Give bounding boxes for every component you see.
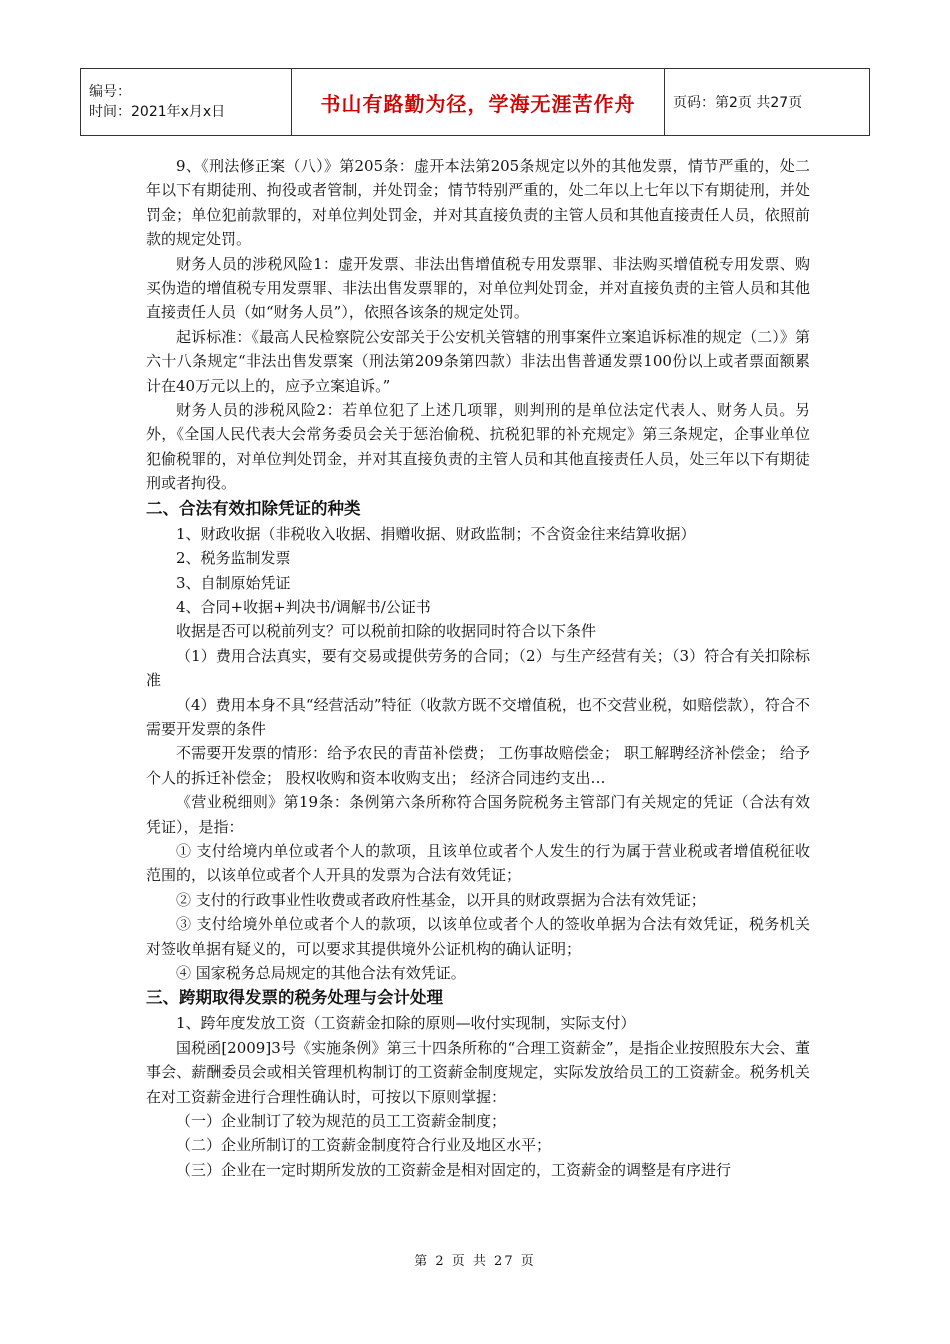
header-motto: 书山有路勤为径，学海无涯苦作舟: [292, 69, 665, 136]
document-header: [80, 68, 870, 136]
list-item: 1、财政收据（非税收入收据、捐赠收据、财政监制；不含资金往来结算收据）: [176, 524, 696, 543]
header-left-cell: [81, 69, 292, 136]
paragraph: 收据是否可以税前列支？可以税前扣除的收据同时符合以下条件: [176, 622, 597, 641]
paragraph: ② 支付的行政事业性收费或者政府性基金，以开具的财政票据为合法有效凭证；: [176, 890, 706, 909]
paragraph: 不需要开发票的情形：给予农民的青苗补偿费； 工伤事故赔偿金； 职工解聘经济补偿金； 给予个人的拆迁补偿金； 股权收购和资本收购支出； 经济合同违约支出…: [146, 744, 810, 787]
list-item: 3、自制原始凭证: [176, 573, 291, 592]
list-item: 4、合同+收据+判决书/调解书/公证书: [176, 597, 431, 616]
list-item: 2、税务监制发票: [176, 549, 291, 568]
paragraph: 财务人员的涉税风险1：虚开发票、非法出售增值税专用发票罪、非法购买增值税专用发票、购买伪造的增值税专用发票罪、非法出售发票罪的，对单位判处罚金，并对直接负责的主管人员和其他直接责任人员（如“财务人员”），依照各该条的规定处罚。: [146, 254, 810, 322]
section-heading: 三、跨期取得发票的税务处理与会计处理: [146, 988, 443, 1008]
paragraph: 9、《刑法修正案（八）》第205条：虚开本法第205条规定以外的其他发票，情节严重的，处二年以下有期徒刑、拘役或者管制，并处罚金；情节特别严重的，处二年以上七年以下有期徒刑，并处罚金；单位犯前款罪的，对单位判处罚金，并对其直接负责的主管人员和其他直接责任人员，依照前款的规定处罚。: [146, 157, 810, 249]
paragraph: 财务人员的涉税风险2：若单位犯了上述几项罪，则判刑的是单位法定代表人、财务人员。另外，《全国人民代表大会常务委员会关于惩治偷税、抗税犯罪的补充规定》第三条规定，企事业单位犯偷税罪的，对单位判处罚金，并对其直接负责的主管人员和其他直接责任人员，处三年以下有期徒刑或者拘役。: [146, 401, 810, 493]
paragraph: （三）企业在一定时期所发放的工资薪金是相对固定的，工资薪金的调整是有序进行: [176, 1160, 732, 1179]
document-time-label: 时间：2021年x月x日: [89, 104, 226, 120]
paragraph: （1）费用合法真实，要有交易或提供劳务的合同；（2）与生产经营有关；（3）符合有关扣除标准: [146, 646, 810, 690]
header-page-info: 页码：第2页 共27页: [665, 69, 870, 136]
document-number-label: 编号：: [89, 84, 131, 100]
paragraph: （一）企业制订了较为规范的员工工资薪金制度；: [176, 1112, 507, 1131]
paragraph: 1、跨年度发放工资（工资薪金扣除的原则—收付实现制，实际支付）: [176, 1014, 636, 1033]
paragraph: ① 支付给境内单位或者个人的款项，且该单位或者个人发生的行为属于营业税或者增值税征收范围的，以该单位或者个人开具的发票为合法有效凭证；: [146, 841, 810, 885]
document-body: [146, 154, 810, 1182]
paragraph: 起诉标准：《最高人民检察院公安部关于公安机关管辖的刑事案件立案追诉标准的规定（二）》第六十八条规定“非法出售发票案（刑法第209条第四款）非法出售普通发票100份以上或者票面额累计在40万元以上的，应予立案追诉。”: [146, 327, 810, 395]
paragraph: 《营业税细则》第19条：条例第六条所称符合国务院税务主管部门有关规定的凭证（合法有效凭证），是指：: [146, 793, 810, 836]
page-footer: 第 2 页 共 27 页: [414, 1254, 536, 1269]
paragraph: ④ 国家税务总局规定的其他合法有效凭证。: [176, 964, 466, 982]
paragraph: （二）企业所制订的工资薪金制度符合行业及地区水平；: [176, 1136, 552, 1155]
paragraph: ③ 支付给境外单位或者个人的款项，以该单位或者个人的签收单据为合法有效凭证，税务机关对签收单据有疑义的，可以要求其提供境外公证机构的确认证明；: [146, 915, 810, 958]
paragraph: （4）费用本身不具“经营活动”特征（收款方既不交增值税，也不交营业税，如赔偿款），符合不需要开发票的条件: [146, 695, 810, 738]
section-heading: 二、合法有效扣除凭证的种类: [146, 498, 361, 518]
paragraph: 国税函[2009]3号《实施条例》第三十四条所称的“合理工资薪金”，是指企业按照股东大会、董事会、薪酬委员会或相关管理机构制订的工资薪金制度规定，实际发放给员工的工资薪金。税务机关在对工资薪金进行合理性确认时，可按以下原则掌握：: [146, 1038, 810, 1106]
